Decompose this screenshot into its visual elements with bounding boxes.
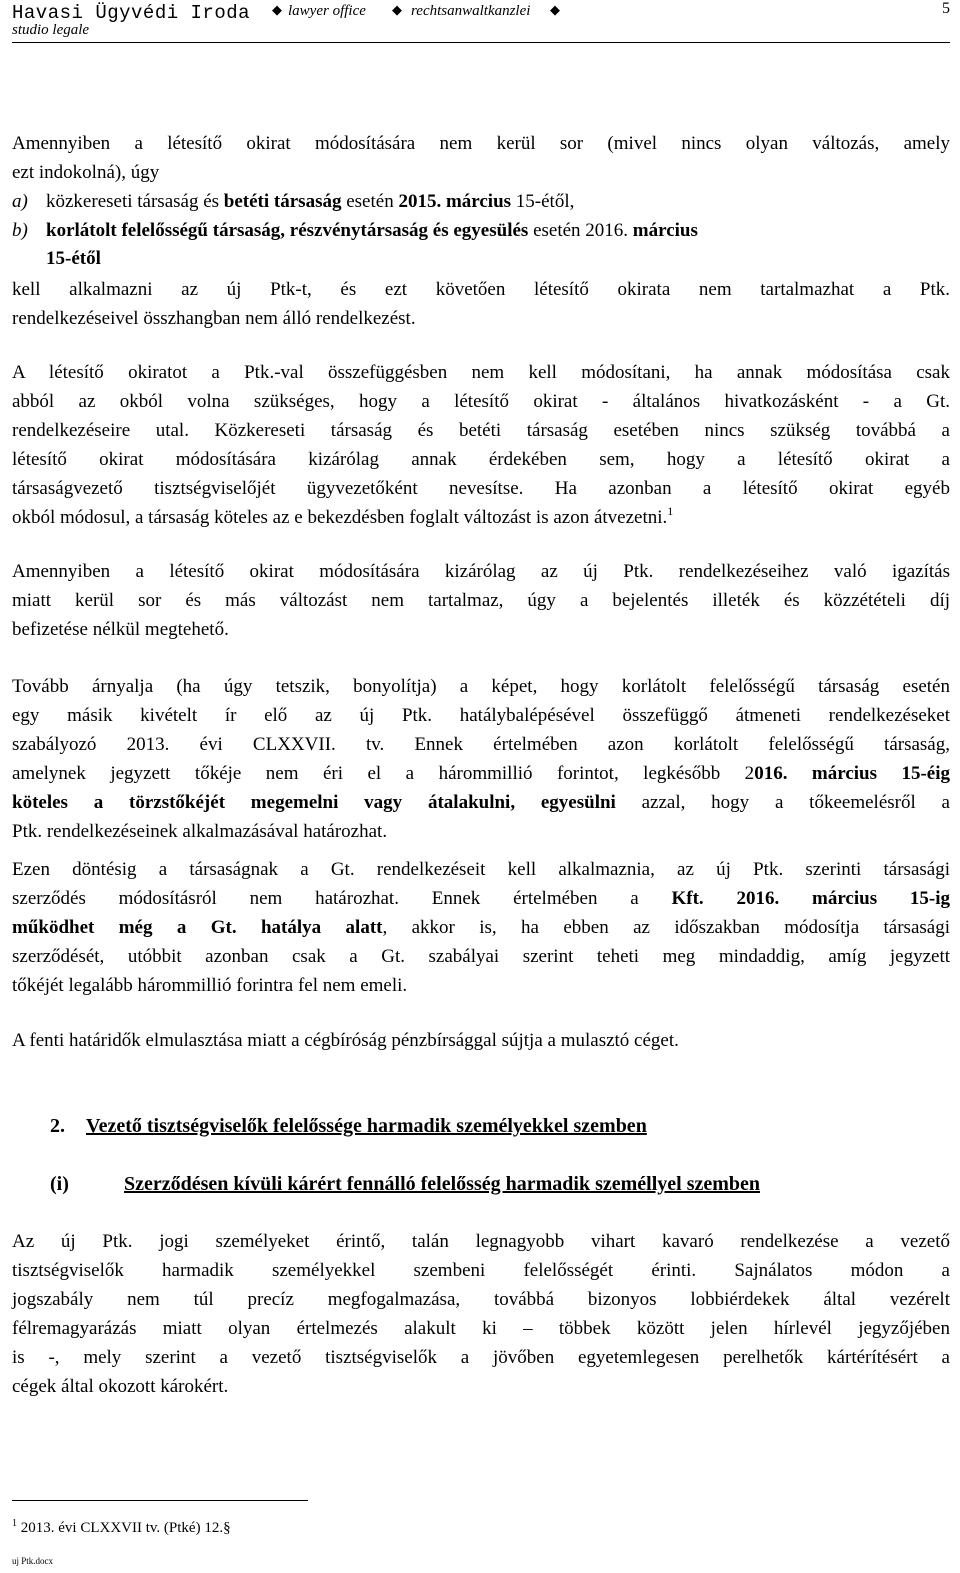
tagline-english: lawyer office — [288, 3, 366, 19]
subsection-number: (i) — [50, 1173, 69, 1195]
list-item-a: a) közkereseti társaság és betéti társaság esetén 2015. március 15-étől, — [12, 187, 950, 216]
footnote-marker: 1 — [12, 1518, 17, 1529]
paragraph-line: rendelkezéseivel összhangban nem álló rendelkezést. — [12, 308, 416, 329]
paragraph-line: Amennyiben a létesítő okirat módosítására nem kerül sor (mivel nincs olyan változás, amely — [12, 133, 950, 154]
paragraph-line: társaságvezető tisztségviselőjét ügyvezetőként nevesítse. Ha azonban a létesítő okirat egyéb — [12, 478, 950, 499]
paragraph-line: egy másik kivételt ír elő az új Ptk. hatálybalépésével összefüggő átmeneti rendelkezéseket — [12, 705, 950, 726]
paragraph-line: Amennyiben a létesítő okirat módosítására kizárólag az új Ptk. rendelkezéseihez való igazítás — [12, 561, 950, 582]
tagline-italian: studio legale — [12, 22, 90, 38]
diamond-icon: ◆ — [272, 2, 282, 17]
page-number: 5 — [942, 0, 950, 17]
paragraph-line: köteles a törzstőkéjét megemelni vagy átalakulni, egyesülni azzal, hogy a tőkeemelésről a — [12, 792, 950, 813]
paragraph-line: okból módosul, a társaság köteles az e bekezdésben foglalt változást is azon átvezetni.$^1$ — [12, 504, 674, 528]
footnote — [12, 1520, 231, 1537]
paragraph-line: szerződését, utóbbit azonban csak a Gt. szabályai szerint teheti meg mindaddig, amíg jegyzett — [12, 946, 950, 967]
footer-filename: uj Ptk.docx — [12, 1556, 54, 1566]
list-marker: a) — [12, 191, 28, 212]
paragraph-line: Ezen döntésig a társaságnak a Gt. rendelkezéseit kell alkalmaznia, az új Ptk. szerinti társasági — [12, 859, 950, 880]
diamond-icon: ◆ — [550, 2, 560, 17]
paragraph-line: Az új Ptk. jogi személyeket érintő, talán legnagyobb vihart kavaró rendelkezése a vezető — [12, 1231, 950, 1252]
paragraph-line: Tovább árnyalja (ha úgy tetszik, bonyolítja) a képet, hogy korlátolt felelősségű társaság esetén — [12, 676, 950, 697]
paragraph-line: A fenti határidők elmulasztása miatt a cégbíróság pénzbírsággal sújtja a mulasztó céget. — [12, 1030, 679, 1051]
diamond-icon: ◆ — [392, 2, 402, 17]
paragraph-line: szerződés módosításról nem határozhat. Ennek értelmében a Kft. 2016. március 15-ig — [12, 888, 950, 909]
section-title: Vezető tisztségviselők felelőssége harmadik személyekkel szemben — [86, 1115, 647, 1137]
paragraph-line: befizetése nélkül megtehető. — [12, 619, 229, 640]
paragraph-line: miatt kerül sor és más változást nem tartalmaz, úgy a bejelentés illeték és közzétételi díj — [12, 590, 950, 611]
list-marker: b) — [12, 220, 28, 241]
tagline-german: rechtsanwaltkanzlei — [411, 3, 531, 19]
paragraph-line: jogszabály nem túl precíz megfogalmazása, továbbá bizonyos lobbiérdekek által vezérelt — [12, 1289, 950, 1310]
list-item-b-continuation: 15-étől — [46, 248, 101, 269]
paragraph-line: abból az okból volna szükséges, hogy a létesítő okirat - általános hivatkozásként - a Gt. — [12, 391, 950, 412]
list-item-b: b) korlátolt felelősségű társaság, részvénytársaság és egyesülés esetén 2016. március — [12, 216, 950, 245]
paragraph-line: amelynek jegyzett tőkéje nem éri el a hárommillió forintot, legkésőbb 2016. március 15-éig — [12, 763, 950, 784]
page-header — [12, 0, 950, 43]
paragraph-line: félremagyarázás miatt olyan értelmezés alakult ki – többek között jelen hírlevél jegyzőjében — [12, 1318, 950, 1339]
footnote-text: 2013. évi CLXXVII tv. (Ptké) 12.§ — [17, 1520, 231, 1536]
section-number: 2. — [50, 1115, 65, 1137]
paragraph-line: A létesítő okiratot a Ptk.-val összefüggésben nem kell módosítani, ha annak módosítása csak — [12, 362, 950, 383]
paragraph-line: szabályozó 2013. évi CLXXVII. tv. Ennek értelmében azon korlátolt felelősségű társaság, — [12, 734, 950, 755]
paragraph-line: rendelkezéseire utal. Közkereseti társaság és betéti társaság esetében nincs szükség továbbá a — [12, 420, 950, 441]
footnote-reference[interactable]: 1 — [667, 504, 674, 518]
paragraph-line: is -, mely szerint a vezető tisztségviselők a jövőben egyetemlegesen perelhetők kártérítésért a — [12, 1347, 950, 1368]
paragraph-line: Ptk. rendelkezéseinek alkalmazásával határozhat. — [12, 821, 388, 842]
subsection-title: Szerződésen kívüli kárért fennálló felelősség harmadik személlyel szemben — [124, 1173, 761, 1195]
paragraph-line: ezt indokolná), úgy — [12, 162, 160, 183]
paragraph-line: tisztségviselők harmadik személyekkel szembeni felelősségét érinti. Sajnálatos módon a — [12, 1260, 950, 1281]
paragraph-line: kell alkalmazni az új Ptk-t, és ezt követően létesítő okirata nem tartalmazhat a Ptk. — [12, 279, 950, 300]
paragraph-line: tőkéjét legalább hárommillió forintra fel nem emeli. — [12, 975, 408, 996]
paragraph-line: létesítő okirat módosítására kizárólag annak érdekében sem, hogy a létesítő okirat a — [12, 449, 950, 470]
paragraph-line: működhet még a Gt. hatálya alatt, akkor is, ha ebben az időszakban módosítja társasági — [12, 917, 950, 938]
paragraph-line: cégek által okozott károkért. — [12, 1376, 229, 1397]
footnote-separator — [12, 1500, 308, 1501]
firm-name: Havasi Ügyvédi Iroda — [12, 2, 251, 24]
